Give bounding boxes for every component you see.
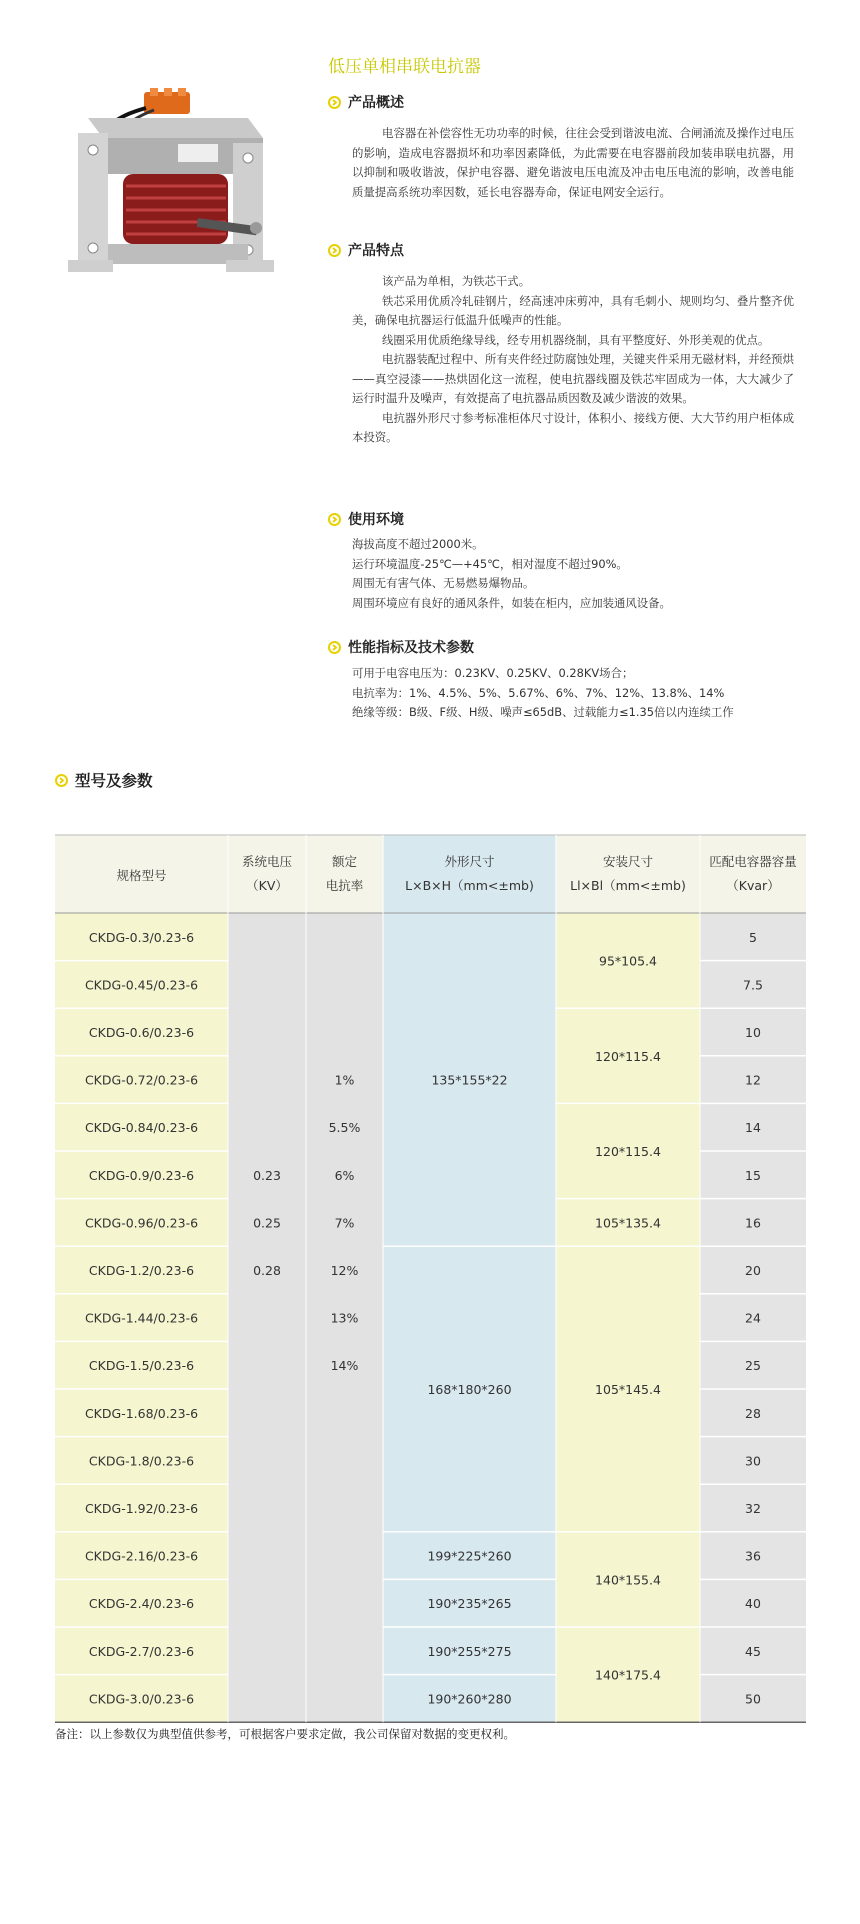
model-cell: CKDG-0.45/0.23-6 <box>84 977 199 993</box>
model-cell: CKDG-0.3/0.23-6 <box>88 929 195 945</box>
model-cell: CKDG-0.72/0.23-6 <box>84 1072 199 1088</box>
header-capacity-line1: 匹配电容器容量 <box>709 854 797 869</box>
capacity-cell: 40 <box>745 1596 761 1612</box>
performance-item: 可用于电容电压为：0.23KV、0.25KV、0.28KV场合； <box>352 666 634 680</box>
model-cell: CKDG-1.92/0.23-6 <box>84 1501 199 1516</box>
environment-item: 运行环境温度-25℃—+45℃，相对湿度不超过90%。 <box>352 556 628 571</box>
features-heading-label: 产品特点 <box>348 243 404 259</box>
header-dims-line2: L×B×H（mm<±mb) <box>405 878 534 893</box>
capacity-cell: 32 <box>745 1501 761 1516</box>
footnote: 备注：以上参数仅为典型值供参考，可根据客户要求定做，我公司保留对数据的变更权利。 <box>55 1727 515 1741</box>
performance-item: 绝缘等级：B级、F级、H级、噪声≤65dB、过载能力≤1.35倍以内连续工作 <box>352 705 734 719</box>
dims-cell: 190*260*280 <box>427 1691 512 1707</box>
model-cell: CKDG-1.2/0.23-6 <box>88 1263 195 1278</box>
header-install-line1: 安装尺寸 <box>602 854 654 869</box>
dims-cell: 168*180*260 <box>427 1382 512 1397</box>
dims-cell: 190*255*275 <box>427 1643 512 1659</box>
capacity-cell: 7.5 <box>743 977 763 993</box>
model-cell: CKDG-1.8/0.23-6 <box>88 1453 195 1469</box>
model-cell: CKDG-2.4/0.23-6 <box>88 1596 195 1612</box>
header-capacity-line2: （Kvar） <box>726 878 780 893</box>
reactance-cell: 7% <box>334 1215 355 1231</box>
install-cell: 120*115.4 <box>595 1048 661 1064</box>
overview-heading-label: 产品概述 <box>348 95 404 111</box>
capacity-cell: 50 <box>745 1691 761 1707</box>
environment-item: 海拔高度不超过2000米。 <box>352 537 484 551</box>
performance-item: 电抗率为：1%、4.5%、5%、5.67%、6%、7%、12%、13.8%、14% <box>352 685 725 700</box>
voltage-cell: 0.23 <box>253 1167 281 1183</box>
capacity-cell: 14 <box>745 1120 761 1136</box>
capacity-cell: 20 <box>745 1263 761 1278</box>
dims-cell: 190*235*265 <box>427 1596 512 1612</box>
reactance-cell: 6% <box>334 1167 355 1183</box>
capacity-cell: 10 <box>745 1025 761 1040</box>
install-column-bg <box>556 913 700 1722</box>
reactance-cell: 13% <box>330 1310 359 1326</box>
overview-paragraph: 电容器在补偿容性无功功率的时候，往往会受到谐波电流、合闸涌流及操作过电压的影响，造成电容器损坏和功率因素降低，为此需要在电容器前段加装串联电抗器，用以抑制和吸收谐波，保护电容器、避免谐波电压电流及冲击电压电流的影响，改善电能质量提高系统功率因数，延长电容器寿命，保证电网安全运行。 <box>352 126 794 199</box>
reactance-cell: 12% <box>330 1263 359 1278</box>
capacity-cell: 45 <box>745 1643 761 1659</box>
header-dims-line1: 外形尺寸 <box>444 854 495 869</box>
feature-item: 该产品为单相，为铁芯干式。 <box>382 274 531 288</box>
header-voltage-line2: （KV） <box>246 878 288 893</box>
capacity-cell: 30 <box>745 1453 761 1469</box>
capacity-cell: 5 <box>749 929 757 945</box>
install-cell: 140*155.4 <box>595 1572 661 1588</box>
environment-item: 周围环境应有良好的通风条件，如装在柜内，应加装通风设备。 <box>352 595 671 610</box>
model-cell: CKDG-3.0/0.23-6 <box>88 1691 195 1707</box>
model-cell: CKDG-0.84/0.23-6 <box>84 1120 199 1136</box>
header-reactance-line2: 电抗率 <box>325 878 364 893</box>
model-cell: CKDG-2.7/0.23-6 <box>88 1643 195 1659</box>
environment-heading-label: 使用环境 <box>348 512 404 528</box>
table-header-dims-bg <box>383 835 556 913</box>
dims-cell: 135*155*22 <box>431 1072 508 1088</box>
feature-item: 电抗器装配过程中、所有夹件经过防腐蚀处理，关键夹件采用无磁材料，并经预烘——真空浸漆——热烘固化这一流程，使电抗器线圈及铁芯牢固成为一体，大大减少了运行时温升及噪声，有效提高了电抗器品质因数及减少谐波的效果。 <box>352 352 794 405</box>
performance-heading-label: 性能指标及技术参数 <box>348 640 474 656</box>
feature-item: 电抗器外形尺寸参考标准柜体尺寸设计，体积小、接线方便、大大节约用户柜体成本投资。 <box>352 410 794 444</box>
install-cell: 120*115.4 <box>595 1144 661 1159</box>
capacity-cell: 36 <box>745 1548 761 1564</box>
reactance-cell: 1% <box>334 1072 355 1088</box>
feature-item: 线圈采用优质绝缘导线，经专用机器绕制，具有平整度好、外形美观的优点。 <box>382 332 770 347</box>
voltage-cell: 0.28 <box>253 1263 281 1278</box>
header-model: 规格型号 <box>116 868 167 883</box>
header-install-line2: Ll×Bl（mm<±mb) <box>570 878 686 893</box>
capacity-cell: 16 <box>745 1215 761 1231</box>
header-reactance-line1: 额定 <box>331 854 358 869</box>
model-cell: CKDG-1.44/0.23-6 <box>84 1310 199 1326</box>
model-cell: CKDG-0.9/0.23-6 <box>88 1167 195 1183</box>
model-cell: CKDG-1.68/0.23-6 <box>84 1405 199 1421</box>
model-cell: CKDG-0.96/0.23-6 <box>84 1215 199 1231</box>
model-cell: CKDG-2.16/0.23-6 <box>84 1548 199 1564</box>
dims-cell: 199*225*260 <box>427 1548 512 1564</box>
capacity-cell: 15 <box>745 1167 761 1183</box>
voltage-cell: 0.25 <box>253 1215 281 1231</box>
model-cell: CKDG-1.5/0.23-6 <box>88 1358 195 1374</box>
capacity-cell: 25 <box>745 1358 761 1374</box>
reactance-cell: 14% <box>330 1358 359 1374</box>
model-section-heading-label: 型号及参数 <box>75 772 153 790</box>
install-cell: 95*105.4 <box>599 953 657 969</box>
model-cell: CKDG-0.6/0.23-6 <box>88 1025 195 1040</box>
install-cell: 105*135.4 <box>595 1215 661 1231</box>
environment-item: 周围无有害气体、无易燃易爆物品。 <box>352 576 535 590</box>
feature-item: 铁芯采用优质冷轧硅钢片，经高速冲床剪冲，具有毛刺小、规则均匀、叠片整齐优美，确保电抗器运行低温升低噪声的性能。 <box>352 293 794 327</box>
install-cell: 105*145.4 <box>595 1382 661 1397</box>
capacity-cell: 12 <box>745 1072 761 1088</box>
install-cell: 140*175.4 <box>595 1667 661 1683</box>
capacity-cell: 28 <box>745 1405 761 1421</box>
reactance-cell: 5.5% <box>328 1120 361 1136</box>
header-voltage-line1: 系统电压 <box>241 854 293 869</box>
page-title: 低压单相串联电抗器 <box>328 57 481 77</box>
capacity-cell: 24 <box>745 1310 761 1326</box>
